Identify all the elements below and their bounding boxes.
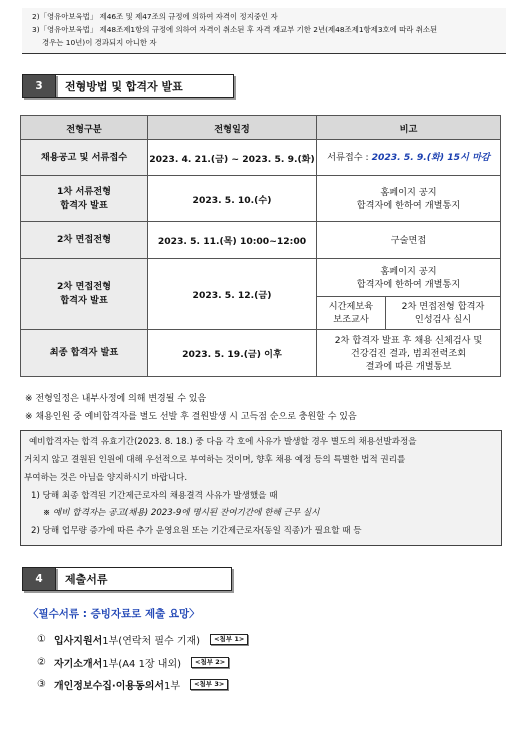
row-note: [317, 330, 501, 377]
table-row: [21, 222, 501, 259]
section-number: 4: [22, 567, 56, 591]
note-line: 홈페이지 공지: [380, 265, 437, 277]
note-line: 보조교사: [333, 314, 369, 325]
schedule-table: [20, 115, 501, 377]
header-category: 전형구분: [21, 116, 148, 140]
reserve-text-line: 예비합격자는 합격 유효기간(2023. 8. 18.) 중 다음 각 호에 사유가 발생할 경우 별도의 채용선발과정을: [29, 437, 417, 447]
header-schedule: 전형일정: [148, 116, 317, 140]
row-date: 2023. 4. 21.(금) ~ 2023. 5. 9.(화): [148, 140, 317, 176]
document-item: [37, 655, 229, 670]
header-note: 비고: [317, 116, 501, 140]
reserve-candidate-notice: ※ 채용인원 중 예비합격자를 별도 선발 후 결원발생 시 고득점 순으로 충원할 수 있음: [25, 412, 357, 422]
disqualification-item-2: 2)「영유아보육법」 제46조 및 제47조의 규정에 의하여 자격이 정지중인 자: [32, 12, 278, 21]
deadline-text: 2023. 5. 9.(화) 15시 마감: [371, 152, 490, 163]
note-line: 2차 합격자 발표 후 채용 신체검사 및: [334, 334, 483, 346]
document-item: [37, 677, 228, 692]
row-category: [21, 259, 148, 330]
section-number: 3: [22, 74, 56, 98]
sub-note-position: [317, 297, 386, 330]
note-line: 합격자에 한하여 개별통지: [356, 199, 461, 211]
reserve-text-line: 부여하는 것은 아님을 양지하시기 바랍니다.: [24, 473, 188, 483]
row-date: 2023. 5. 11.(목) 10:00~12:00: [148, 222, 317, 259]
row-date: 2023. 5. 12.(금): [148, 259, 317, 330]
row-category: [21, 176, 148, 222]
schedule-change-notice: ※ 전형일정은 내부사정에 의해 변경될 수 있음: [25, 394, 207, 404]
row-note: [317, 259, 501, 297]
table-row: [21, 140, 501, 176]
document-item: [37, 632, 248, 647]
document-name: 입사지원서: [53, 636, 103, 647]
category-line: 1차 서류전형: [57, 185, 111, 197]
item-number: ③: [37, 679, 46, 690]
reserve-condition-1: 1) 당해 최종 합격된 기간제근로자의 채용결격 사유가 발생했을 때: [31, 491, 278, 501]
row-note: 구술면접: [317, 222, 501, 259]
required-documents-title: 〈필수서류 : 증빙자료로 제출 요망〉: [28, 608, 200, 620]
row-category: 최종 합격자 발표: [21, 330, 148, 377]
note-prefix: 서류접수 :: [327, 152, 372, 163]
category-line: 합격자 발표: [60, 199, 108, 211]
item-number: ②: [37, 657, 46, 668]
section-title: 전형방법 및 합격자 발표: [56, 74, 234, 98]
disqualification-item-3: 3)「영유아보육법」 제48조제1항의 규정에 의하여 자격이 취소된 후 자격 재교부 기한 2년(제48조제1항제3호에 따라 취소된: [32, 25, 438, 34]
reserve-text-line: 거치지 않고 결원된 인원에 대해 우선적으로 부여하는 것이며, 향후 채용 예정 등의 특별한 법적 권리를: [24, 455, 406, 465]
table-row: [21, 259, 501, 297]
row-note: [317, 140, 501, 176]
table-header-row: [21, 116, 501, 140]
row-date: 2023. 5. 19.(금) 이후: [148, 330, 317, 377]
note-line: 홈페이지 공지: [380, 186, 437, 198]
reserve-condition-note: ※ 예비 합격자는 공고(채용) 2023-9에 명시된 잔여기간에 한해 근무 실시: [43, 508, 320, 518]
disqualification-item-3-cont: 경우는 10년)이 경과되지 아니한 자: [42, 38, 157, 47]
reserve-candidate-box: [20, 430, 502, 546]
document-detail: 1부(연락처 필수 기재): [102, 636, 201, 647]
reserve-condition-2: 2) 당해 업무량 증가에 따른 추가 운영요원 또는 기간제근로자(동일 직종)가 필요할 때 등: [31, 526, 362, 536]
section-title: 제출서류: [56, 567, 232, 591]
note-line: 2차 면접전형 합격자: [401, 301, 485, 312]
table-row: [21, 176, 501, 222]
attachment-tag: <첨부 3>: [190, 679, 228, 690]
table-row: [21, 330, 501, 377]
row-date: 2023. 5. 10.(수): [148, 176, 317, 222]
note-line: 인성검사 실시: [414, 314, 472, 325]
row-note: [317, 176, 501, 222]
note-line: 시간제보육: [328, 301, 374, 312]
note-line: 결과에 따른 개별통보: [365, 360, 452, 372]
item-number: ①: [37, 634, 46, 645]
document-detail: 1부: [164, 681, 181, 692]
category-line: 합격자 발표: [60, 295, 108, 306]
row-category: 2차 면접전형: [21, 222, 148, 259]
note-line: 건강검진 결과, 범죄전력조회: [350, 347, 467, 359]
attachment-tag: <첨부 1>: [210, 634, 248, 645]
row-category: 채용공고 및 서류접수: [21, 140, 148, 176]
note-line: 합격자에 한하여 개별통지: [356, 278, 461, 290]
category-line: 2차 면접전형: [57, 281, 111, 292]
attachment-tag: <첨부 2>: [191, 657, 229, 668]
document-name: 자기소개서: [53, 659, 103, 670]
document-name: 개인정보수집·이용동의서: [53, 681, 165, 692]
section-4-heading: [22, 567, 232, 591]
eligibility-continuation-box: [22, 8, 506, 54]
sub-note-detail: [386, 297, 501, 330]
document-detail: 1부(A4 1장 내외): [102, 659, 182, 670]
section-3-heading: [22, 74, 234, 98]
